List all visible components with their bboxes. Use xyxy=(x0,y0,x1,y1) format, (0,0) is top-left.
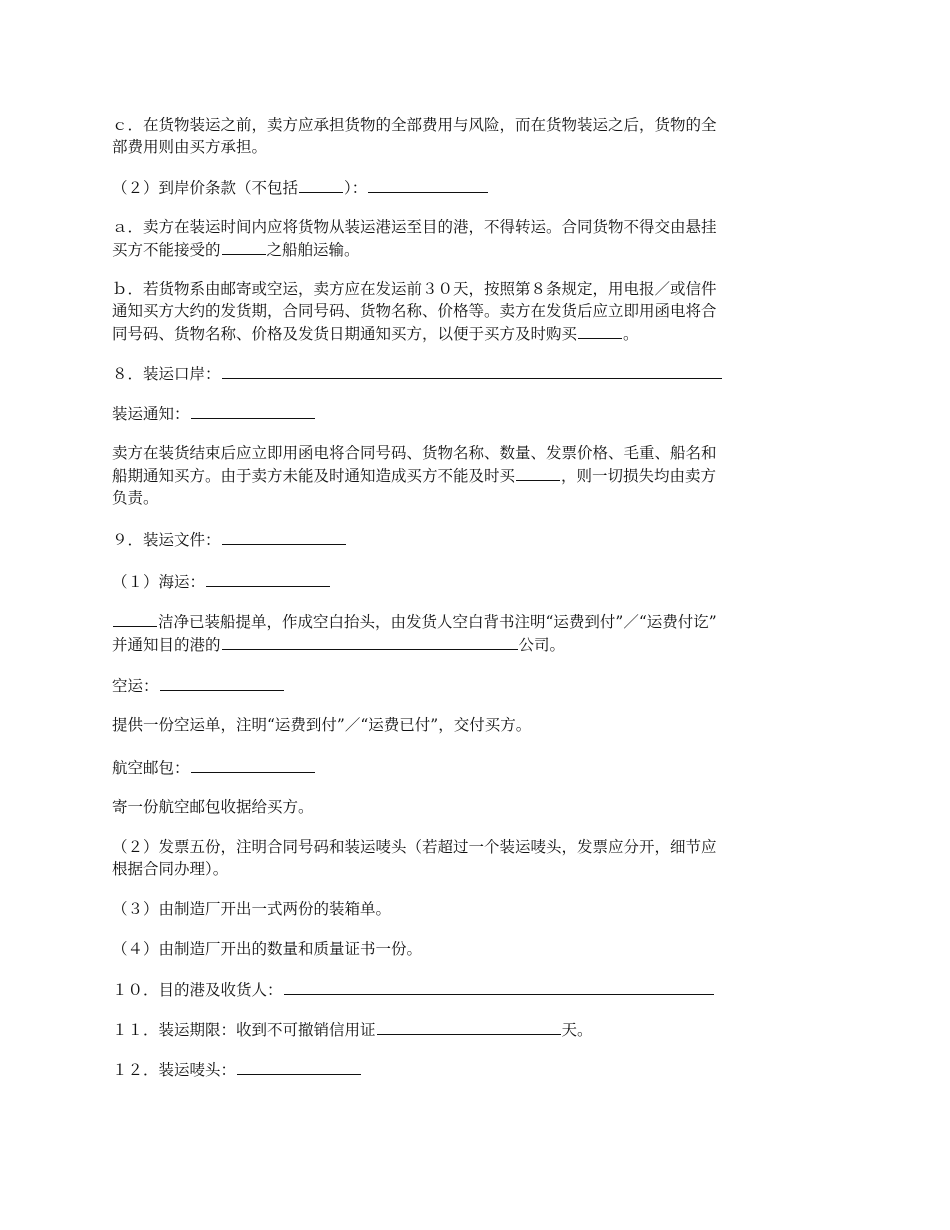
sea-body-line2 xyxy=(112,633,842,656)
clause-c-line1: ｃ．在货物装运之前，卖方应承担货物的全部费用与风险，而在货物装运之后，货物的全 xyxy=(112,116,717,134)
shipping-documents-line xyxy=(112,528,842,551)
excluded-item-blank[interactable] xyxy=(299,176,343,193)
shipping-port-line xyxy=(112,362,842,385)
certificate-text: （４）由制造厂开出的数量和质量证书一份。 xyxy=(112,940,423,958)
clause-a-line2-post: 之船舶运输。 xyxy=(266,241,360,259)
sea-body-line1-text: 洁净已装船提单，作成空白抬头，由发货人空白背书注明“运费到付”／“运费付讫” xyxy=(158,613,717,631)
shipping-period-post: 天。 xyxy=(561,1021,593,1039)
clause-a xyxy=(112,216,842,261)
shipping-notice-line xyxy=(112,402,842,425)
destination-agent-blank[interactable] xyxy=(222,633,518,650)
destination-consignee xyxy=(112,978,842,1001)
sea-transport-label: （１）海运： xyxy=(112,573,206,591)
flag-country-blank[interactable] xyxy=(222,238,266,255)
notice-body-line2 xyxy=(112,464,842,487)
bill-copies-blank[interactable] xyxy=(113,610,157,627)
notice-body-line3: 负责。 xyxy=(112,489,159,507)
air-transport-label: 空运： xyxy=(112,677,159,695)
air-transport xyxy=(112,674,842,697)
airmail xyxy=(112,756,842,779)
destination-blank[interactable] xyxy=(284,978,714,995)
destination-line xyxy=(112,978,842,1001)
notice-insurance-blank[interactable] xyxy=(516,464,560,481)
insurance-blank[interactable] xyxy=(578,322,622,339)
air-transport-blank[interactable] xyxy=(160,674,284,691)
shipping-period-pre: １１．装运期限：收到不可撤销信用证 xyxy=(112,1021,376,1039)
arrival-price-clause xyxy=(112,176,842,199)
clause-b-line1: ｂ．若货物系由邮寄或空运，卖方应在发运前３０天，按照第８条规定，用电报／或信件 xyxy=(112,280,717,298)
arrival-price-blank[interactable] xyxy=(368,176,488,193)
sea-transport xyxy=(112,570,842,593)
shipping-notice-blank[interactable] xyxy=(191,402,315,419)
shipping-documents xyxy=(112,528,842,551)
shipping-documents-label: ９．装运文件： xyxy=(112,531,221,549)
clause-b xyxy=(112,278,842,345)
airmail-blank[interactable] xyxy=(191,756,315,773)
shipping-marks-blank[interactable] xyxy=(237,1058,361,1075)
sea-body-line2-pre: 并通知目的港的 xyxy=(112,636,221,654)
air-transport-line xyxy=(112,674,842,697)
arrival-price-mid: ）： xyxy=(344,179,368,197)
airmail-body xyxy=(112,796,842,818)
packing-list-text: （３）由制造厂开出一式两份的装箱单。 xyxy=(112,900,392,918)
sea-body-line1 xyxy=(112,610,842,633)
clause-b-line3-pre: 同号码、货物名称、价格及发货日期通知买方，以便于买方及时购买 xyxy=(112,325,578,343)
certificate-clause xyxy=(112,938,842,960)
shipping-notice xyxy=(112,402,842,425)
clause-c xyxy=(112,114,842,158)
air-transport-body xyxy=(112,714,842,736)
shipping-port xyxy=(112,362,842,385)
invoice-clause xyxy=(112,836,842,880)
notice-body-line2-post: ，则一切损失均由卖方 xyxy=(561,467,717,485)
sea-transport-line xyxy=(112,570,842,593)
clause-a-line1: ａ．卖方在装运时间内应将货物从装运港运至目的港，不得转运。合同货物不得交由悬挂 xyxy=(112,218,717,236)
shipping-marks-label: １２．装运唛头： xyxy=(112,1061,237,1079)
airmail-body-text: 寄一份航空邮包收据给买方。 xyxy=(112,798,314,816)
shipping-marks-line xyxy=(112,1058,842,1081)
destination-label: １０．目的港及收货人： xyxy=(112,981,283,999)
air-body-text: 提供一份空运单，注明“运费到付”／“运费已付”，交付买方。 xyxy=(112,716,532,734)
clause-a-line2-pre: 买方不能接受的 xyxy=(112,241,221,259)
arrival-price-line xyxy=(112,176,842,199)
shipping-notice-body xyxy=(112,442,842,509)
clause-a-line2 xyxy=(112,238,842,261)
clause-b-line2: 通知买方大约的发货期，合同号码、货物名称、价格等。卖方在发货后应立即用函电将合 xyxy=(112,302,717,320)
shipping-port-label: ８．装运口岸： xyxy=(112,365,221,383)
airmail-label: 航空邮包： xyxy=(112,759,190,777)
shipping-period-blank[interactable] xyxy=(377,1018,561,1035)
shipping-period xyxy=(112,1018,842,1041)
airmail-line xyxy=(112,756,842,779)
invoice-line1: （２）发票五份，注明合同号码和装运唛头（若超过一个装运唛头，发票应分开，细节应 xyxy=(112,838,717,856)
notice-body-line2-pre: 船期通知买方。由于卖方未能及时通知造成买方不能及时买 xyxy=(112,467,516,485)
notice-body-line1: 卖方在装货结束后应立即用函电将合同号码、货物名称、数量、发票价格、毛重、船名和 xyxy=(112,444,717,462)
clause-b-line3 xyxy=(112,322,842,345)
clause-c-line2: 部费用则由买方承担。 xyxy=(112,138,268,156)
sea-body-line2-post: 公司。 xyxy=(518,636,566,654)
invoice-line2: 根据合同办理）。 xyxy=(112,860,229,878)
shipping-marks xyxy=(112,1058,842,1081)
sea-transport-blank[interactable] xyxy=(206,570,330,587)
sea-transport-body xyxy=(112,610,842,656)
clause-b-line3-post: 。 xyxy=(623,325,639,343)
shipping-port-blank[interactable] xyxy=(222,362,722,379)
packing-list-clause xyxy=(112,898,842,920)
arrival-price-pre: （２）到岸价条款（不包括 xyxy=(112,179,299,197)
shipping-documents-blank[interactable] xyxy=(222,528,346,545)
shipping-notice-label: 装运通知： xyxy=(112,405,190,423)
shipping-period-line xyxy=(112,1018,842,1041)
